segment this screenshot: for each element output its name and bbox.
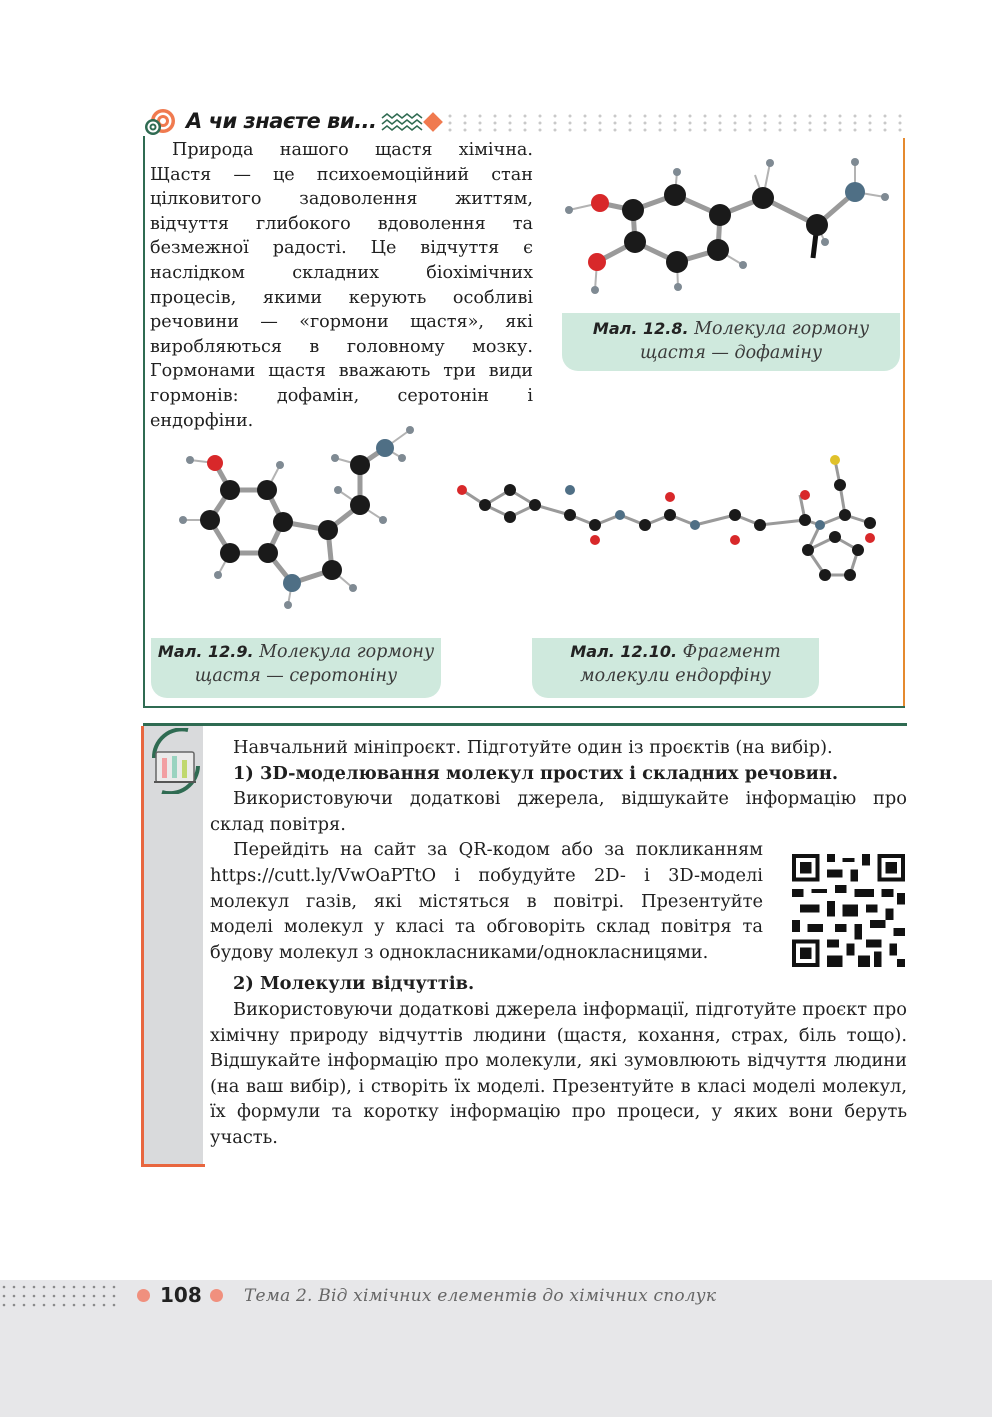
box-border-bottom — [143, 706, 905, 708]
qr-code-icon[interactable] — [792, 854, 905, 967]
lab-flask-icon — [148, 728, 202, 794]
section-title: А чи знаєте ви... — [186, 109, 377, 133]
figure-12-9-caption — [151, 638, 441, 698]
project-1-title: 1) 3D-моделювання молекул простих і складних речовин. — [233, 762, 839, 784]
project-border-top — [143, 723, 907, 726]
figure-label: Мал. 12.10. — [570, 642, 678, 661]
endorphin-molecule-image — [440, 425, 895, 615]
box-border-left — [143, 136, 145, 708]
intro-text: Природа нашого щастя хімічна. Щастя — це психоемоційний стан цілковитого задоволення життям, відчуття глибокого вдоволення та безмежної радості. Це відчуття є наслідком складних біохімічних процесів, якими керують особливі речовини — «гормони щастя», які виробляються в головному мозку. Гормонами щастя вважають три види гормонів: дофамін, серотонін і ендорфіни. — [150, 140, 533, 431]
project-intro: Навчальний мініпроєкт. Підготуйте один із проєктів (на вибір). — [233, 737, 833, 758]
project-stripe-bottom — [141, 1164, 205, 1167]
figure-12-8-caption — [562, 313, 900, 371]
footer-dot-right — [210, 1289, 223, 1302]
page-number: 108 — [160, 1283, 202, 1307]
figure-12-10-caption — [532, 638, 819, 698]
figure-label: Мал. 12.9. — [157, 642, 254, 661]
footer-dot-left — [137, 1289, 150, 1302]
figure-caption-text: Фрагмент молекули ендорфіну — [580, 642, 781, 686]
project-1-text-2: Перейдіть на сайт за QR-кодом або за покликанням https://cutt.ly/VwOaPTtO і побудуйте 2D- і 3D-моделі молекул газів, які містяться в повітрі. Презентуйте моделі молекул у класі та обговоріть склад повітря та будову молекул з однокласниками/однокласницями. — [210, 839, 763, 963]
intro-paragraph — [150, 138, 533, 433]
figure-caption-text: Молекула гормону щастя — дофаміну — [639, 319, 870, 363]
target-icon — [143, 108, 177, 138]
header-decoration — [380, 110, 910, 136]
serotonin-molecule-image — [170, 420, 430, 620]
figure-caption-text: Молекула гормону щастя — серотоніну — [194, 642, 435, 686]
project-2-title: 2) Молекули відчуттів. — [233, 973, 475, 995]
footer-dots — [0, 1283, 130, 1311]
figure-label: Мал. 12.8. — [592, 319, 689, 338]
project-stripe — [141, 726, 144, 1166]
box-border-right — [903, 138, 905, 708]
project-2-text: Використовуючи додаткові джерела інформації, підготуйте проєкт про хімічну природу відчуттів людини (щастя, кохання, страх, біль тощо). Відшукайте інформацію про молекули, які зумовлюють відчуття людини (на ваш вибір), і створіть їх моделі. Презентуйте в класі моделі молекул, їх формули та коротку інформацію про процеси, у яких вони беруть участь. — [210, 998, 907, 1148]
dopamine-molecule-image — [555, 150, 900, 310]
footer-topic: Тема 2. Від хімічних елементів до хімічних сполук — [244, 1286, 717, 1306]
project-1-text: Використовуючи додаткові джерела, відшукайте інформацію про склад повітря. — [210, 788, 907, 835]
